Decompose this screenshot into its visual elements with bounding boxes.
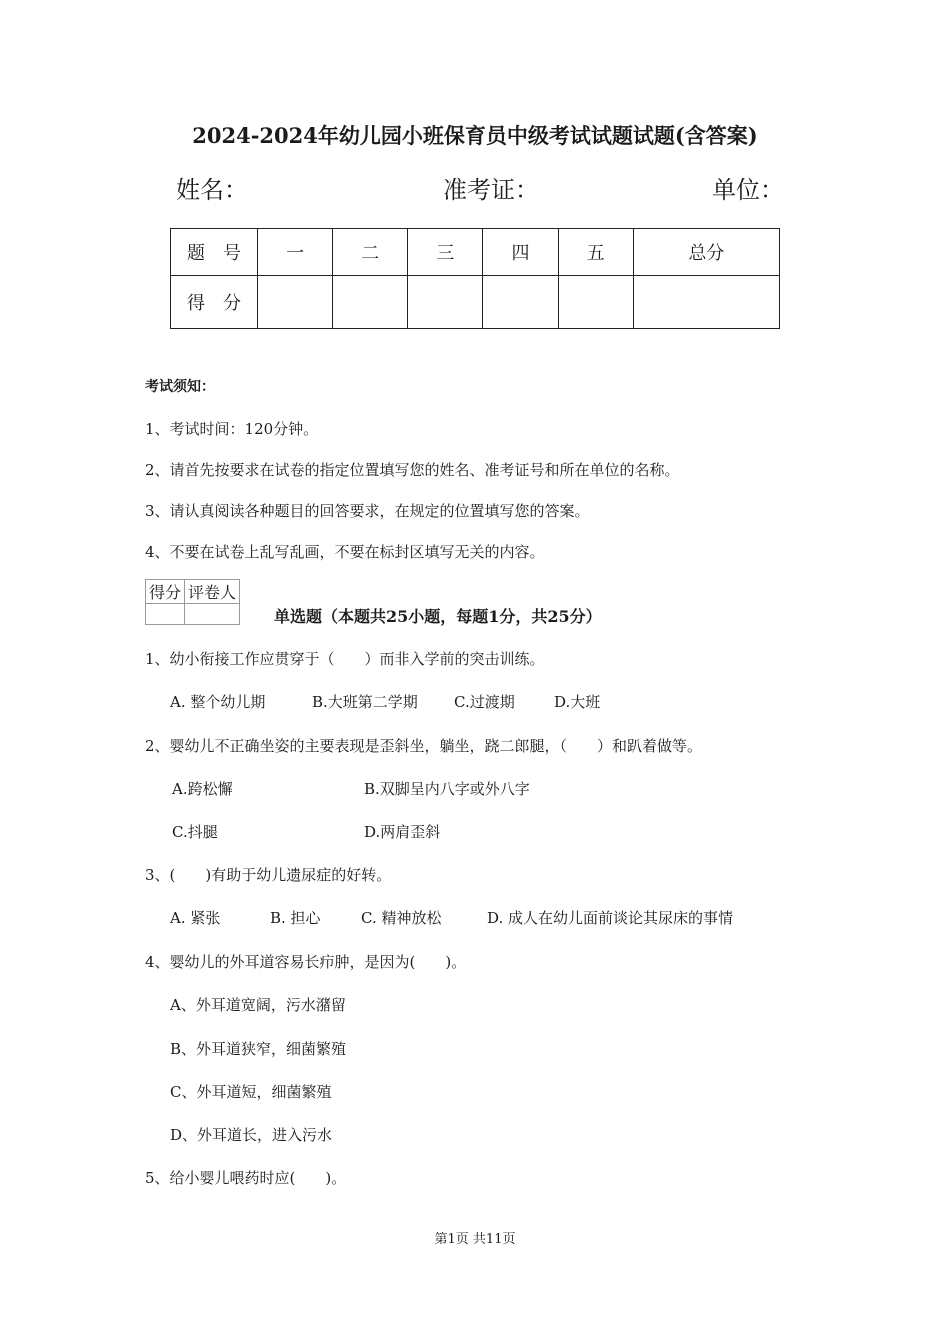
grader-table-grader-label: 评卷人: [185, 580, 240, 604]
question-3-option-d[interactable]: D. 成人在幼儿面前谈论其尿床的事情: [487, 909, 734, 927]
score-table-score-row: [171, 276, 780, 329]
name-label: 姓名：: [176, 176, 248, 204]
exam-id-label: 准考证：: [443, 176, 539, 204]
section-title: 单选题（本题共25小题，每题1分，共25分）: [274, 607, 602, 626]
grader-score-cell[interactable]: [146, 604, 185, 625]
row-label-score: 得 分: [171, 276, 258, 329]
question-1-option-c[interactable]: C.过渡期: [454, 693, 515, 711]
header-part-1: 一: [258, 229, 333, 276]
score-cell-5[interactable]: [558, 276, 633, 329]
question-2-option-a[interactable]: A.跨松懈: [172, 780, 233, 798]
score-cell-2[interactable]: [333, 276, 408, 329]
question-2-option-b[interactable]: B.双脚呈内八字或外八字: [364, 780, 530, 798]
header-part-2: 二: [333, 229, 408, 276]
unit-label: 单位：: [712, 176, 784, 204]
question-1-stem: 1、幼小衔接工作应贯穿于（ ）而非入学前的突击训练。: [145, 650, 545, 668]
question-4-option-c[interactable]: C、外耳道短，细菌繁殖: [170, 1083, 332, 1101]
notice-item-2: 2、请首先按要求在试卷的指定位置填写您的姓名、准考证号和所在单位的名称。: [145, 461, 680, 479]
question-4-stem: 4、婴幼儿的外耳道容易长疖肿，是因为( )。: [145, 953, 467, 971]
question-2-option-d[interactable]: D.两肩歪斜: [364, 823, 441, 841]
question-1-option-d[interactable]: D.大班: [554, 693, 601, 711]
header-part-4: 四: [483, 229, 558, 276]
score-cell-1[interactable]: [258, 276, 333, 329]
notice-item-3: 3、请认真阅读各种题目的回答要求，在规定的位置填写您的答案。: [145, 502, 590, 520]
header-part-5: 五: [558, 229, 633, 276]
header-question-number: 题 号: [171, 229, 258, 276]
page-title: 2024-2024年幼儿园小班保育员中级考试试题试题(含答案): [192, 123, 758, 148]
grader-table-score-label: 得分: [146, 580, 185, 604]
question-3-option-b[interactable]: B. 担心: [270, 909, 321, 927]
notice-title: 考试须知：: [145, 379, 215, 395]
question-4-option-d[interactable]: D、外耳道长，进入污水: [170, 1126, 333, 1144]
notice-item-1: 1、考试时间：120分钟。: [145, 420, 319, 438]
question-2-option-c[interactable]: C.抖腿: [172, 823, 218, 841]
header-part-3: 三: [408, 229, 483, 276]
question-4-option-a[interactable]: A、外耳道宽阔，污水潴留: [170, 996, 346, 1014]
grader-table: [145, 579, 240, 625]
question-4-option-b[interactable]: B、外耳道狭窄，细菌繁殖: [170, 1040, 347, 1058]
question-3-option-a[interactable]: A. 紧张: [170, 909, 221, 927]
notice-item-4: 4、不要在试卷上乱写乱画，不要在标封区填写无关的内容。: [145, 543, 545, 561]
score-cell-3[interactable]: [408, 276, 483, 329]
question-1-option-b[interactable]: B.大班第二学期: [312, 693, 418, 711]
question-2-stem: 2、婴幼儿不正确坐姿的主要表现是歪斜坐，躺坐，跷二郎腿，（ ）和趴着做等。: [145, 737, 703, 755]
question-1-option-a[interactable]: A. 整个幼儿期: [170, 693, 266, 711]
page-footer: 第1页 共11页: [434, 1232, 516, 1247]
score-table: [170, 228, 780, 329]
score-cell-4[interactable]: [483, 276, 558, 329]
grader-name-cell[interactable]: [185, 604, 240, 625]
score-cell-total[interactable]: [633, 276, 779, 329]
question-5-stem: 5、给小婴儿喂药时应( )。: [145, 1169, 347, 1187]
question-3-option-c[interactable]: C. 精神放松: [361, 909, 442, 927]
score-table-header-row: [171, 229, 780, 276]
question-3-stem: 3、( )有助于幼儿遗尿症的好转。: [145, 866, 392, 884]
header-total: 总分: [633, 229, 779, 276]
